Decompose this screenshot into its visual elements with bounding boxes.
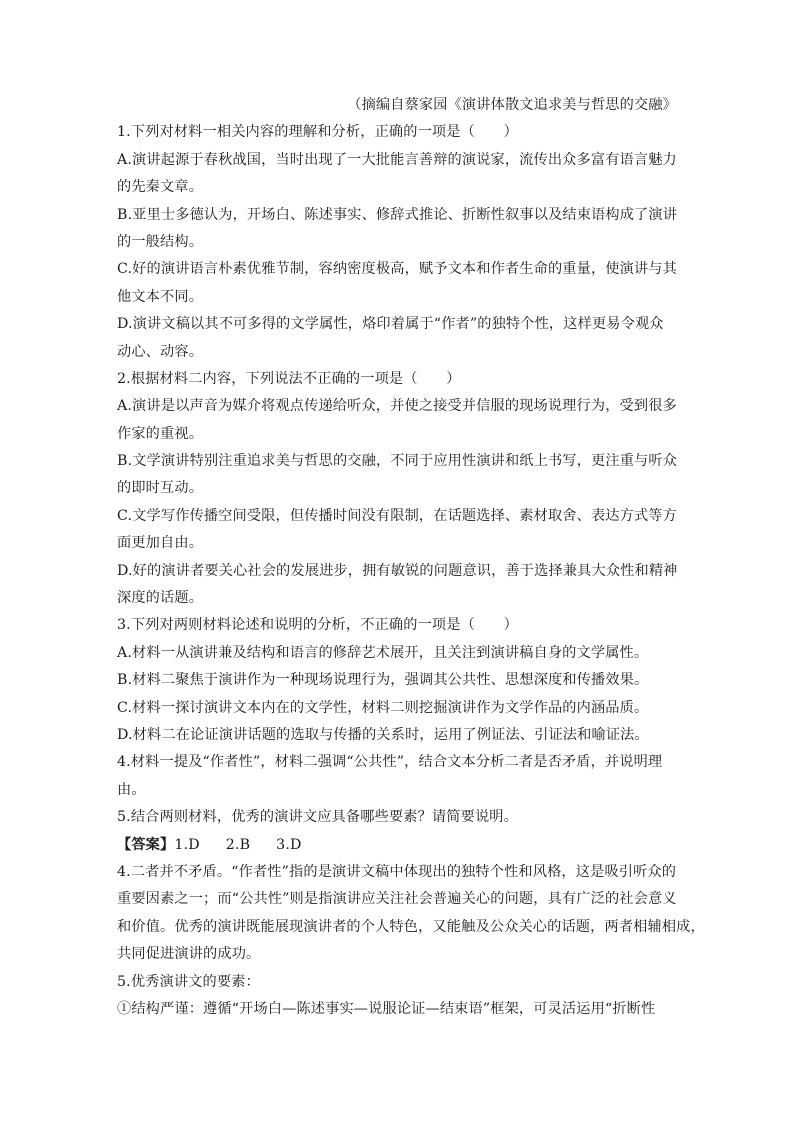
answer-line: 4.二者并不矛盾。“作者性”指的是演讲文稿中体现出的独特个性和风格，这是吸引听众的 <box>117 863 677 880</box>
option-d: D.演讲文稿以其不可多得的文学属性，烙印着属于“作者”的独特个性，这样更易令观众 <box>117 316 664 333</box>
question-4 <box>117 749 677 804</box>
option-c: C.文学写作传播空间受限，但传播时间没有限制，在话题选择、素材取舍、表达方式等方 <box>117 507 677 524</box>
answer-item: 2.B <box>225 836 251 853</box>
option-b: B.亚里士多德认为，开场白、陈述事实、修辞式推论、折断性叙事以及结束语构成了演讲 <box>117 206 678 223</box>
answer-line: 和价值。优秀的演讲既能展现演讲者的个人特色，又能触及公众关心的话题，两者相辅相成， <box>117 918 705 935</box>
question-stem: 3.下列对两则材料论述和说明的分析，不正确的一项是（ ） <box>117 617 518 634</box>
option-a-cont: 的先秦文章。 <box>117 179 204 196</box>
question-stem: 4.材料一提及“作者性”，材料二强调“公共性”，结合文本分析二者是否矛盾，并说明理 <box>117 754 663 771</box>
source-note: （摘编自蔡家园《演讲体散文追求美与哲思的交融》 <box>347 97 677 113</box>
option-b-cont: 的一般结构。 <box>117 233 204 250</box>
option-a-cont: 作家的重视。 <box>117 425 204 442</box>
answer-line: 重要因素之一；而“公共性”则是指演讲应关注社会普遍关心的问题，具有广泛的社会意义 <box>117 891 677 908</box>
answer-line: 共同促进演讲的成功。 <box>117 946 261 963</box>
option-c: C.好的演讲语言朴素优雅节制，容纳密度极高，赋予文本和作者生命的重量，使演讲与其 <box>117 261 677 278</box>
answer-item: 1.D <box>174 836 200 853</box>
option-c-cont: 他文本不同。 <box>117 288 204 305</box>
answer-4 <box>117 859 705 969</box>
option-b: B.文学演讲特别注重追求美与哲思的交融，不同于应用性演讲和纸上书写，更注重与听众 <box>117 453 678 470</box>
option-a: A.演讲是以声音为媒介将观点传递给听众，并使之接受并信服的现场说理行为，受到很多 <box>117 398 677 415</box>
question-1 <box>117 119 677 366</box>
answer-line: ①结构严谨：遵循“开场白—陈述事实—说服论证—结束语”框架，可灵活运用“折断性 <box>117 1000 656 1017</box>
answer-key <box>117 832 677 859</box>
question-5 <box>117 804 677 831</box>
option-d: D.材料二在论证演讲话题的选取与传播的关系时，运用了例证法、引证法和喻证法。 <box>117 726 649 743</box>
option-b-cont: 的即时互动。 <box>117 480 204 497</box>
option-a: A.材料一从演讲兼及结构和语言的修辞艺术展开，且关注到演讲稿自身的文学属性。 <box>117 644 649 661</box>
option-c: C.材料一探讨演讲文本内在的文学性，材料二则挖掘演讲作为文学作品的内涵品质。 <box>117 699 649 716</box>
answer-5 <box>117 969 677 1024</box>
option-d-cont: 动心、动容。 <box>117 343 204 360</box>
option-a: A.演讲起源于春秋战国，当时出现了一大批能言善辩的演说家，流传出众多富有语言魅力 <box>117 151 677 168</box>
option-b: B.材料二聚焦于演讲作为一种现场说理行为，强调其公共性、思想深度和传播效果。 <box>117 672 649 689</box>
option-d: D.好的演讲者要关心社会的发展进步，拥有敏锐的问题意识，善于选择兼具大众性和精神 <box>117 562 678 579</box>
question-stem: 1.下列对材料一相关内容的理解和分析，正确的一项是（ ） <box>117 124 518 141</box>
question-2 <box>117 366 677 613</box>
question-3 <box>117 612 677 749</box>
answer-line: 5.优秀演讲文的要素： <box>117 973 260 990</box>
answer-item: 3.D <box>276 836 302 853</box>
question-stem-cont: 由。 <box>117 781 146 798</box>
question-stem: 2.根据材料二内容，下列说法不正确的一项是（ ） <box>117 370 461 387</box>
option-d-cont: 深度的话题。 <box>117 590 204 607</box>
option-c-cont: 面更加自由。 <box>117 535 204 552</box>
answer-label: 【答案】 <box>117 836 175 853</box>
question-stem: 5.结合两则材料，优秀的演讲文应具备哪些要素？请简要说明。 <box>117 809 518 826</box>
document-page <box>117 92 705 1023</box>
